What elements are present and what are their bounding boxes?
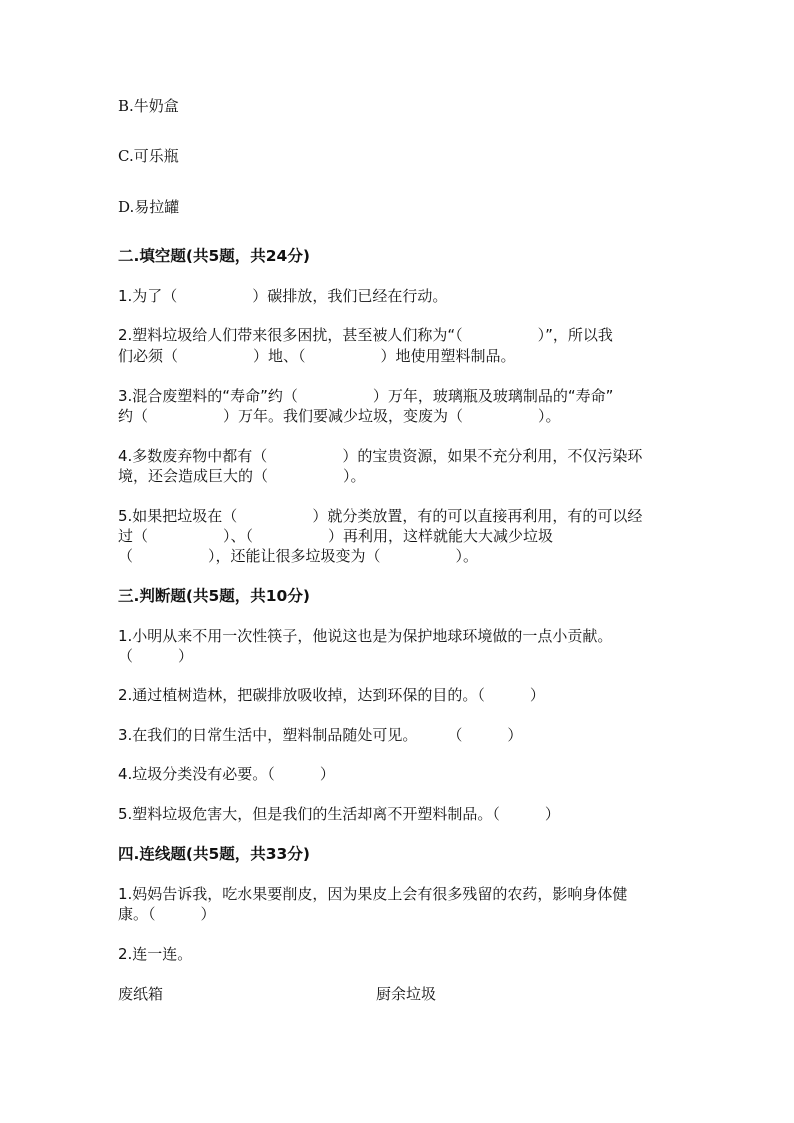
section-title-fill-blank: 二.填空题(共5题，共24分) — [118, 247, 310, 265]
fill-question-5-line-2: 过（ ）、（ ）再利用，这样就能大大减少垃圾 — [118, 527, 554, 545]
match-question-1-line-1: 1.妈妈告诉我，吃水果要削皮，因为果皮上会有很多残留的农药，影响身体健 — [118, 885, 628, 903]
match-right-item: 厨余垃圾 — [376, 985, 437, 1003]
tf-question-1-line-1: 1.小明从来不用一次性筷子，他说这也是为保护地球环境做的一点小贡献。 — [118, 627, 613, 645]
fill-question-1: 1.为了（ ）碳排放，我们已经在行动。 — [118, 287, 448, 305]
fill-question-5-line-1: 5.如果把垃圾在（ ）就分类放置，有的可以直接再利用，有的可以经 — [118, 507, 643, 525]
tf-question-3: 3.在我们的日常生活中，塑料制品随处可见。 （ ） — [118, 726, 523, 744]
match-question-2: 2.连一连。 — [118, 945, 193, 963]
tf-question-5: 5.塑料垃圾危害大，但是我们的生活却离不开塑料制品。（ ） — [118, 805, 560, 823]
match-left-item: 废纸箱 — [118, 985, 164, 1003]
fill-question-4-line-2: 境，还会造成巨大的（ ）。 — [118, 467, 366, 485]
fill-question-5-line-3: （ ），还能让很多垃圾变为（ ）。 — [118, 547, 479, 565]
match-question-1-line-2: 康。（ ） — [118, 905, 216, 923]
section-title-true-false: 三.判断题(共5题，共10分) — [118, 587, 310, 605]
tf-question-2: 2.通过植树造林，把碳排放吸收掉，达到环保的目的。（ ） — [118, 686, 545, 704]
option-c: C.可乐瓶 — [118, 147, 179, 165]
option-d: D.易拉罐 — [118, 198, 180, 216]
fill-question-3-line-1: 3.混合废塑料的“寿命”约（ ）万年，玻璃瓶及玻璃制品的“寿命” — [118, 387, 614, 405]
tf-question-1-line-2: （ ） — [118, 647, 194, 665]
section-title-matching: 四.连线题(共5题，共33分) — [118, 845, 310, 863]
option-b: B.牛奶盒 — [118, 97, 179, 115]
fill-question-3-line-2: 约（ ）万年。我们要减少垃圾，变废为（ ）。 — [118, 407, 561, 425]
fill-question-2-line-2: 们必须（ ）地、（ ）地使用塑料制品。 — [118, 347, 516, 365]
tf-question-4: 4.垃圾分类没有必要。（ ） — [118, 765, 335, 783]
fill-question-4-line-1: 4.多数废弃物中都有（ ）的宝贵资源，如果不充分利用，不仅污染环 — [118, 447, 643, 465]
fill-question-2-line-1: 2.塑料垃圾给人们带来很多困扰，甚至被人们称为“（ ）”，所以我 — [118, 326, 613, 344]
